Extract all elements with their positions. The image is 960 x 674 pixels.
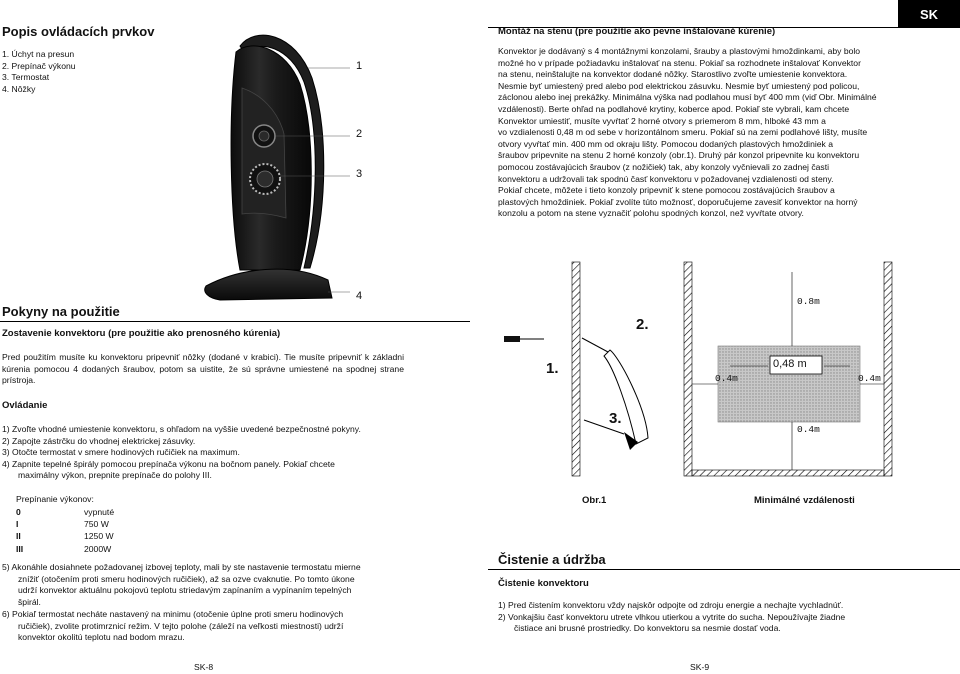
- text-line: vzdálenosti). Berte ohľad na podlahové krytiny, koberce apod. Pokiaľ ste vybrali, kam chcete: [498, 103, 850, 114]
- wall-main-right: [884, 262, 892, 476]
- parts-list: [2, 49, 76, 95]
- mounting-figure: [500, 258, 920, 480]
- text-line: otvory vyvŕtať min. 400 mm od okraju lišty. Pomocou dodaných plastových hmoždiniek a: [498, 138, 834, 149]
- convector-side-icon: [604, 350, 648, 444]
- assembly-text: Pred použitím musíte ku konvektoru pripevniť nôžky (dodané v krabici). Tie musíte pripevniť k základni kúrenia pomocou 4 dodaných šraubov, potom sa uistite, že sú správne umiestené na spodnej strane prístroja.: [2, 352, 404, 386]
- text-line: udrží konvektor aktuálnu pokojovú teplotu striedavým zapínaním a vypínaním tepelných: [18, 585, 352, 596]
- text-line: plastových hmoždiniek. Pokiaľ zvolíte túto možnosť, doporučujeme zavesiť konvektor na horný: [498, 196, 858, 207]
- text-line: čistiace ani brusné prostriedky. Do konvektoru sa nesmie dostať voda.: [514, 623, 781, 634]
- figure-subtitle: Minimálné vzdálenosti: [754, 495, 855, 506]
- text-line: vo vzdialenosti 0,48 m od sebe v horizontálnom smeru. Pokiaľ sú na zemi podlahové lišty, musíte: [498, 127, 868, 138]
- power-heading: Prepínanie výkonov:: [16, 494, 94, 504]
- step-6: [2, 609, 432, 644]
- cleaning-subtitle: Čistenie konvektoru: [498, 578, 589, 589]
- power-row: [16, 543, 114, 555]
- language-badge: SK: [898, 0, 960, 28]
- step-5: [2, 562, 432, 608]
- power-position: I: [16, 519, 19, 530]
- convector-illustration: [200, 18, 380, 306]
- callout-power-switch: 2: [356, 128, 363, 140]
- power-value: vypnuté: [84, 507, 115, 517]
- callout-thermostat: 3: [356, 168, 363, 180]
- power-row: [16, 506, 114, 518]
- parts-list-item: 1. Úchyt na presun: [2, 49, 75, 59]
- figure-caption: Obr.1: [582, 495, 607, 506]
- assembly-title: Zostavenie konvektoru (pre použitie ako prenosného kúrenia): [2, 328, 281, 339]
- power-position: III: [16, 543, 24, 554]
- mount-text: [498, 46, 912, 220]
- controls-title: Popis ovládacích prvkov: [2, 24, 155, 39]
- usage-divider: [0, 321, 470, 322]
- control-step: 4) Zapnite tepelné špirály pomocou prepínača výkonu na bočnom panely. Pokiaľ chcete: [2, 458, 335, 469]
- text-line: 5) Akonáhle dosiahnete požadovanej izbovej teploty, mali by ste nastavenie termostatu mierne: [2, 562, 361, 572]
- figure-step-1: 1.: [546, 360, 559, 377]
- dimension-top: 0.8m: [797, 296, 820, 307]
- figure-step-2: 2.: [636, 316, 649, 333]
- text-line: ručičiek), zvolite protimrznicí režim. V tejto polohe (záleží na veľkosti miestnosti) udrží: [18, 620, 344, 631]
- text-line: 1) Pred čistením konvektoru vždy najskôr odpojte od zdroju energie a nechajte vychladnúť.: [498, 600, 844, 610]
- dimension-right: 0.4m: [858, 373, 881, 384]
- text-line: konvektor okolitú teplotu nad bodom mrazu.: [18, 632, 185, 643]
- control-step: 1) Zvoľte vhodné umiestenie konvektoru, s ohľadom na vyššie uvedené bezpečnostné pokyny.: [2, 424, 361, 434]
- control-steps: [2, 424, 432, 482]
- power-position: 0: [16, 507, 21, 517]
- power-value: 750 W: [84, 519, 109, 530]
- wall-left: [572, 262, 580, 476]
- control-step: maximálny výkon, prepnite prepínače do polohy III.: [18, 470, 212, 481]
- page-number-right: SK-9: [690, 662, 710, 672]
- power-row: [16, 530, 114, 542]
- control-title: Ovládanie: [2, 400, 48, 411]
- parts-list-item: 2. Prepínač výkonu: [2, 60, 76, 71]
- text-line: znížiť (otočením proti smeru hodinových ručičiek), až sa ozve cvaknutie. Po tomto úkone: [18, 573, 355, 584]
- text-line: pomocou zostávajúcich šraubov (z nožičiek) tak, aby konzoly vyčnievali zo zadnej časti: [498, 161, 830, 172]
- text-line: Nesmie byť umiestený pred alebo pod elektrickou zásuvku. Nesmie byť umiestený pod policou,: [498, 80, 860, 91]
- cleaning-title: Čistenie a údržba: [498, 552, 606, 567]
- text-line: Konvektor umiestiť, musíte vyvŕtať 2 horné otvory s priemerom 8 mm, hlboké 43 mm a: [498, 115, 826, 126]
- callout-handle: 1: [356, 60, 363, 72]
- text-line: 6) Pokiaľ termostat necháte nastavený na minimu (otočenie úplne proti smeru hodinových: [2, 609, 344, 619]
- drill-icon: [504, 336, 520, 342]
- cleaning-text: [498, 600, 918, 635]
- cleaning-divider: [488, 569, 960, 570]
- parts-list-item: 4. Nôžky: [2, 83, 36, 94]
- power-position: II: [16, 531, 21, 542]
- page-number-left: SK-8: [194, 662, 214, 672]
- text-line: možné ho v prípade požiadavku inštalovať na stenu. Pokiaľ sa rozhodnete inštalovať Konvektor: [498, 57, 861, 68]
- control-step: 3) Otočte termostat v smere hodinových ručičiek na maximum.: [2, 447, 240, 458]
- text-line: 2) Vonkajšiu časť konvektoru utrete vlhkou utierkou a vytrite do sucha. Nepoužívajte žiadne: [498, 611, 846, 622]
- callout-feet: 4: [356, 290, 363, 302]
- floor: [692, 470, 884, 476]
- text-line: Konvektor je dodávaný s 4 montážnymi konzolami, šrauby a plastovými hmoždinkami, aby bolo: [498, 46, 861, 56]
- dimension-left: 0.4m: [715, 373, 738, 384]
- text-line: na stenu, neinštalujte na konvektor dodané nôžky. Starostlivo zvoľte umiestenie konvektora.: [498, 69, 848, 80]
- control-step: 2) Zapojte zástrčku do vhodnej elektrickej zásuvky.: [2, 435, 196, 446]
- power-value: 1250 W: [84, 531, 114, 542]
- wall-main-left: [684, 262, 692, 476]
- power-table: [16, 506, 114, 555]
- figure-step-3: 3.: [609, 410, 622, 427]
- text-line: konzolu a potom na stene vyznačiť polohu spodných konzol, než vyvŕtate otvory.: [498, 208, 804, 219]
- dimension-bottom: 0.4m: [797, 424, 820, 435]
- mount-title: Montáž na stenu (pre použitie ako pevne inštalované kúrenie): [498, 26, 776, 37]
- parts-list-item: 3. Termostat: [2, 72, 50, 83]
- text-line: špirál.: [18, 596, 41, 607]
- power-value: 2000W: [84, 543, 112, 554]
- power-row: [16, 518, 114, 530]
- text-line: šraubov pripevnite na stenu 2 horné konzoly (obr.1). Druhý pár konzol pripevnite ku konvektoru: [498, 150, 860, 161]
- text-line: konvektoru a udržovali tak spodnú časť konvektoru v požadovanej vzdialenosti od steny.: [498, 173, 834, 184]
- usage-title: Pokyny na použitie: [2, 304, 120, 319]
- dimension-width: 0,48 m: [773, 358, 807, 370]
- text-line: záclonou alebo inej prekážky. Minimálna výška nad podlahou musí byť 400 mm (viď Obr. Minimálné: [498, 92, 877, 103]
- text-line: Pokiaľ chcete, môžete i tieto konzoly pripevniť k stene pomocou zostávajúcich šraubov a: [498, 185, 835, 196]
